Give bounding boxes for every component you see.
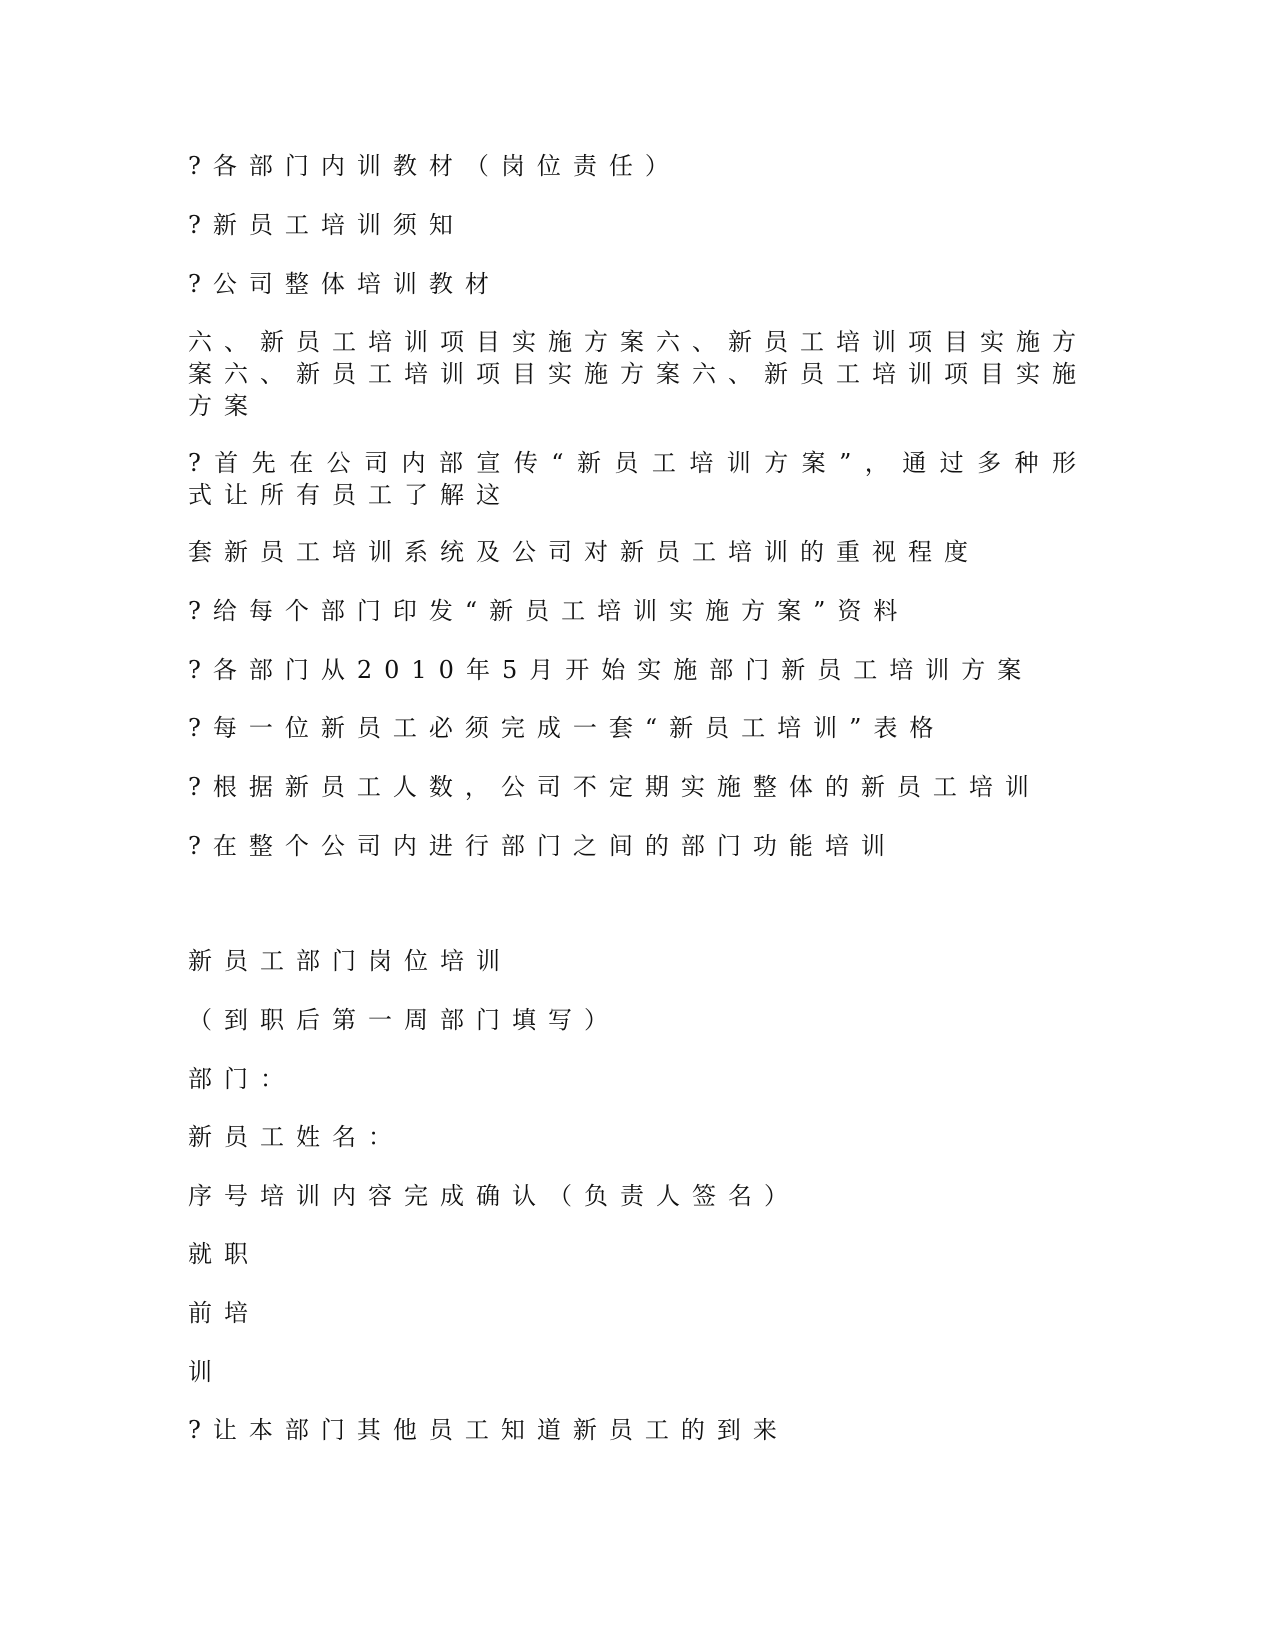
text-line-distribute: ?给每个部门印发“新员工培训实施方案”资料 — [188, 597, 910, 625]
text-line-function-training: ?在整个公司内进行部门之间的部门功能培训 — [188, 832, 897, 860]
text-line-system: 套新员工培训系统及公司对新员工培训的重视程度 — [188, 538, 980, 566]
section-heading-six: 六、新员工培训项目实施方案六、新员工培训项目实施方案六、新员工培训项目实施方案六、新员工培训项目实施方案 — [188, 328, 1088, 420]
text-line-company-materials: ?公司整体培训教材 — [188, 270, 501, 298]
table-header: 序号培训内容完成确认（负责人签名） — [188, 1182, 800, 1210]
text-line-materials: ?各部门内训教材（岗位责任） — [188, 152, 681, 180]
form-subtitle: （到职后第一周部门填写） — [188, 1006, 620, 1034]
employee-name-label: 新员工姓名： — [188, 1123, 404, 1151]
text-line-form: ?每一位新员工必须完成一套“新员工培训”表格 — [188, 714, 946, 742]
text-line-announce: ?让本部门其他员工知道新员工的到来 — [188, 1416, 789, 1444]
text-line-promote: ?首先在公司内部宣传“新员工培训方案”，通过多种形式让所有员工了解这 — [188, 449, 1088, 509]
text-line-headcount: ?根据新员工人数，公司不定期实施整体的新员工培训 — [188, 773, 1041, 801]
text-line-start-date: ?各部门从2010年5月开始实施部门新员工培训方案 — [188, 656, 1034, 684]
department-label: 部门： — [188, 1065, 296, 1093]
text-line-notice: ?新员工培训须知 — [188, 211, 465, 239]
form-title: 新员工部门岗位培训 — [188, 947, 512, 975]
row-label-part2: 前培 — [188, 1299, 260, 1327]
row-label-part1: 就职 — [188, 1240, 260, 1268]
row-label-part3: 训 — [188, 1358, 224, 1386]
